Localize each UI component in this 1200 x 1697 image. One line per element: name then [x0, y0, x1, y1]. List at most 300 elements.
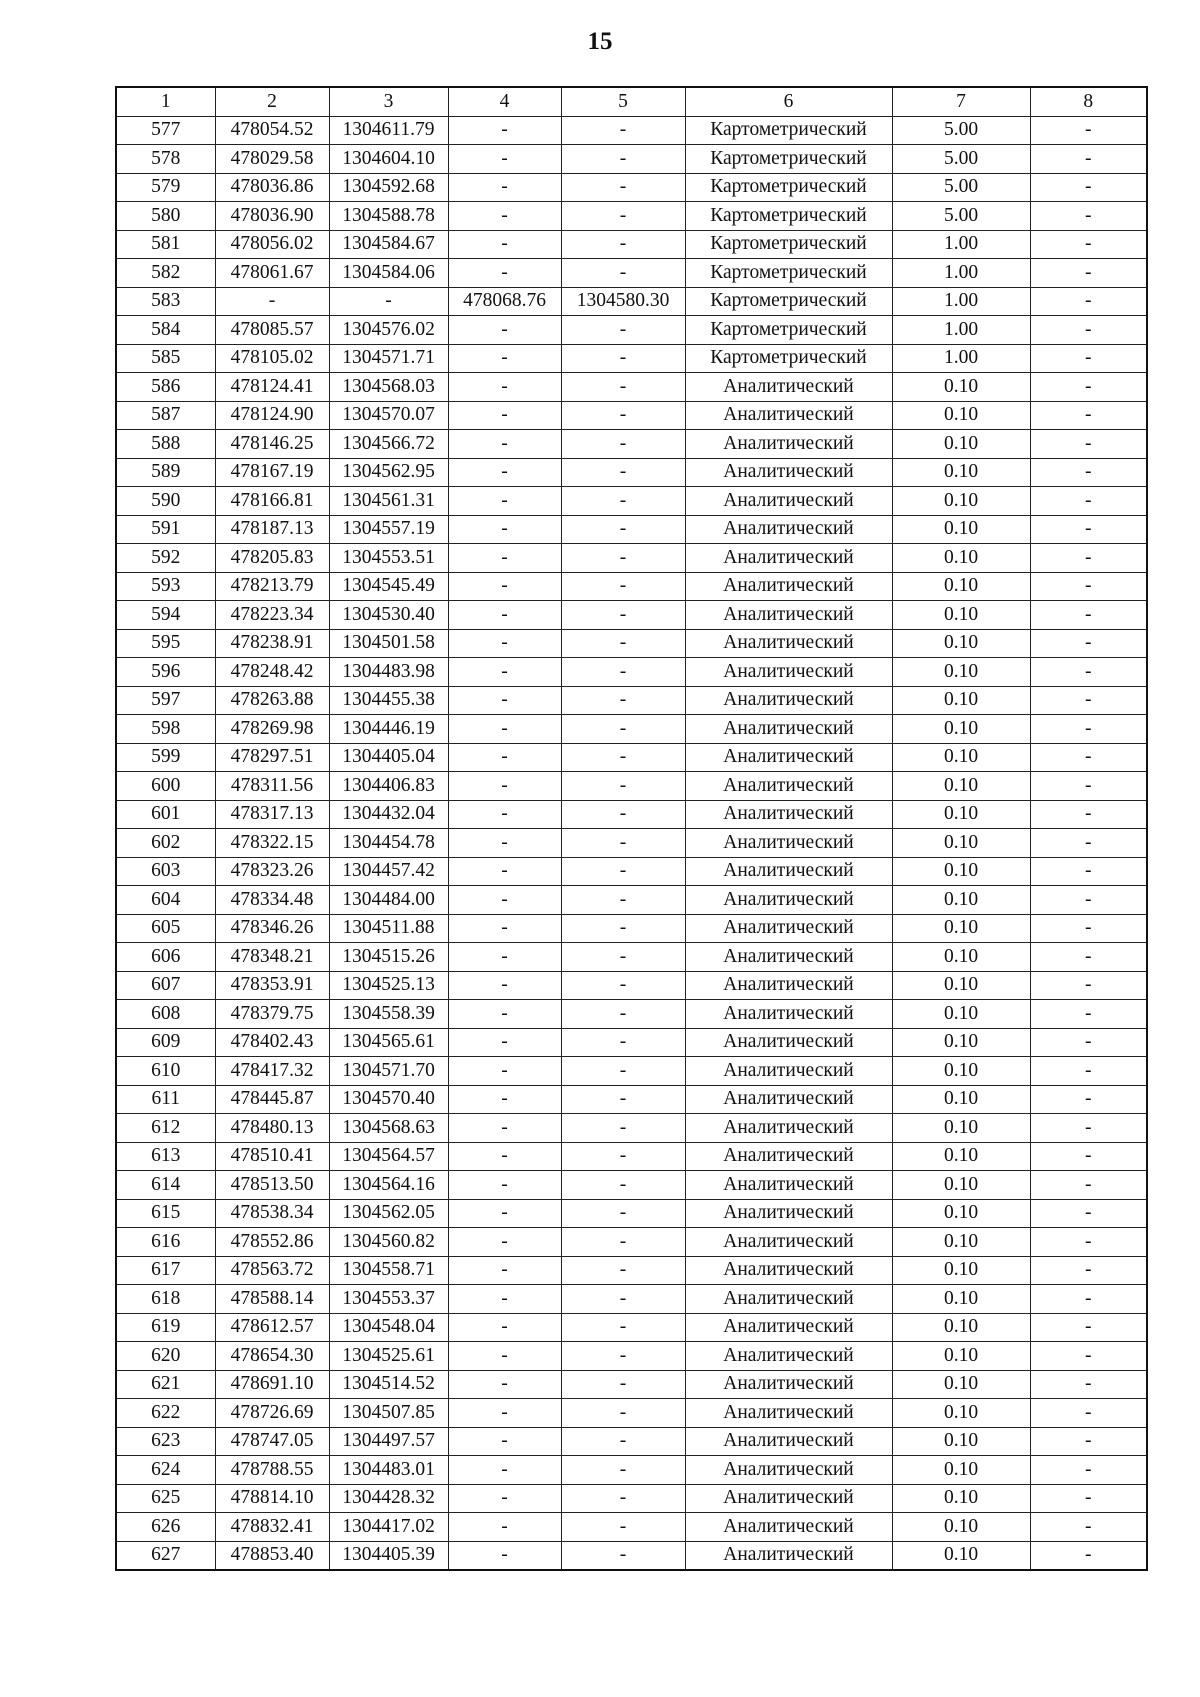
table-cell: -	[561, 116, 685, 145]
table-cell: 581	[116, 230, 215, 259]
table-cell: -	[1030, 1228, 1147, 1257]
table-cell: 1304566.72	[329, 430, 448, 459]
table-row	[116, 1057, 1147, 1086]
table-cell: -	[448, 1427, 561, 1456]
table-cell: -	[561, 1256, 685, 1285]
table-cell: -	[561, 1399, 685, 1428]
table-cell: Картометрический	[685, 116, 892, 145]
table-cell: Картометрический	[685, 287, 892, 316]
table-cell: -	[448, 1541, 561, 1570]
table-cell: -	[1030, 1313, 1147, 1342]
table-cell: 0.10	[892, 1028, 1030, 1057]
table-cell: 0.10	[892, 1142, 1030, 1171]
table-cell: 0.10	[892, 1484, 1030, 1513]
table-cell: -	[1030, 943, 1147, 972]
table-cell: 478588.14	[215, 1285, 329, 1314]
table-cell: -	[448, 173, 561, 202]
table-cell: 607	[116, 971, 215, 1000]
table-cell: -	[1030, 1456, 1147, 1485]
table-cell: 478832.41	[215, 1513, 329, 1542]
table-cell: 626	[116, 1513, 215, 1542]
table-cell: 478322.15	[215, 829, 329, 858]
table-cell: 614	[116, 1171, 215, 1200]
table-cell: -	[1030, 1142, 1147, 1171]
table-cell: 1304580.30	[561, 287, 685, 316]
table-cell: 1304576.02	[329, 316, 448, 345]
table-cell: 1.00	[892, 230, 1030, 259]
table-cell: 602	[116, 829, 215, 858]
table-cell: Аналитический	[685, 857, 892, 886]
table-cell: 478248.42	[215, 658, 329, 687]
table-row	[116, 1541, 1147, 1570]
table-cell: 603	[116, 857, 215, 886]
table-cell: 1304417.02	[329, 1513, 448, 1542]
table-cell: 0.10	[892, 1342, 1030, 1371]
table-cell: -	[561, 1085, 685, 1114]
table-cell: -	[561, 1228, 685, 1257]
table-cell: 478187.13	[215, 515, 329, 544]
table-row	[116, 1456, 1147, 1485]
table-cell: 1304511.88	[329, 914, 448, 943]
table-cell: 478538.34	[215, 1199, 329, 1228]
table-header-row	[116, 87, 1147, 116]
table-row	[116, 544, 1147, 573]
table-cell: 1304483.01	[329, 1456, 448, 1485]
table-row	[116, 1484, 1147, 1513]
table-cell: -	[561, 316, 685, 345]
table-cell: -	[561, 1171, 685, 1200]
table-cell: Аналитический	[685, 715, 892, 744]
table-cell: 0.10	[892, 515, 1030, 544]
table-row	[116, 1228, 1147, 1257]
table-cell: Аналитический	[685, 943, 892, 972]
table-cell: -	[448, 1370, 561, 1399]
table-cell: 1304548.04	[329, 1313, 448, 1342]
table-cell: -	[448, 1228, 561, 1257]
table-cell: 0.10	[892, 772, 1030, 801]
table-cell: Картометрический	[685, 202, 892, 231]
table-cell: Аналитический	[685, 1484, 892, 1513]
table-cell: 5.00	[892, 202, 1030, 231]
table-cell: Аналитический	[685, 1028, 892, 1057]
table-cell: -	[448, 344, 561, 373]
table-row	[116, 1142, 1147, 1171]
table-cell: 478056.02	[215, 230, 329, 259]
table-cell: -	[1030, 202, 1147, 231]
table-cell: 1304562.05	[329, 1199, 448, 1228]
table-cell: -	[448, 487, 561, 516]
table-cell: Аналитический	[685, 1171, 892, 1200]
table-cell: -	[1030, 230, 1147, 259]
column-header: 3	[329, 87, 448, 116]
table-cell: 478036.86	[215, 173, 329, 202]
table-cell: 0.10	[892, 743, 1030, 772]
table-row	[116, 1285, 1147, 1314]
table-cell: Аналитический	[685, 772, 892, 801]
table-cell: -	[1030, 1057, 1147, 1086]
table-cell: Аналитический	[685, 658, 892, 687]
table-cell: 1304406.83	[329, 772, 448, 801]
table-cell: 606	[116, 943, 215, 972]
table-cell: 1304457.42	[329, 857, 448, 886]
table-cell: 5.00	[892, 145, 1030, 174]
table-cell: 0.10	[892, 1000, 1030, 1029]
table-row	[116, 601, 1147, 630]
table-cell: Аналитический	[685, 743, 892, 772]
table-cell: 599	[116, 743, 215, 772]
table-cell: -	[448, 1114, 561, 1143]
table-cell: -	[561, 658, 685, 687]
table-cell: 1304584.06	[329, 259, 448, 288]
table-cell: 0.10	[892, 1427, 1030, 1456]
table-cell: 478061.67	[215, 259, 329, 288]
table-row	[116, 1171, 1147, 1200]
table-cell: 623	[116, 1427, 215, 1456]
table-cell: 618	[116, 1285, 215, 1314]
table-cell: -	[1030, 686, 1147, 715]
table-cell: -	[1030, 1427, 1147, 1456]
table-cell: -	[561, 1484, 685, 1513]
table-cell: 597	[116, 686, 215, 715]
table-cell: Аналитический	[685, 373, 892, 402]
table-row	[116, 1399, 1147, 1428]
table-cell: Аналитический	[685, 430, 892, 459]
table-cell: 0.10	[892, 857, 1030, 886]
table-cell: -	[561, 145, 685, 174]
table-cell: 1304455.38	[329, 686, 448, 715]
table-cell: 1304560.82	[329, 1228, 448, 1257]
table-cell: -	[561, 886, 685, 915]
table-cell: -	[1030, 173, 1147, 202]
table-cell: 1304432.04	[329, 800, 448, 829]
table-cell: 627	[116, 1541, 215, 1570]
table-cell: -	[448, 145, 561, 174]
table-cell: -	[561, 1513, 685, 1542]
table-cell: 1304405.39	[329, 1541, 448, 1570]
table-cell: -	[561, 1285, 685, 1314]
table-cell: 5.00	[892, 173, 1030, 202]
table-row	[116, 344, 1147, 373]
table-row	[116, 1028, 1147, 1057]
table-cell: -	[1030, 458, 1147, 487]
table-cell: -	[561, 1541, 685, 1570]
table-cell: -	[448, 914, 561, 943]
table-row	[116, 943, 1147, 972]
table-cell: -	[329, 287, 448, 316]
table-row	[116, 1199, 1147, 1228]
table-cell: -	[1030, 487, 1147, 516]
table-cell: 1.00	[892, 316, 1030, 345]
table-cell: -	[448, 800, 561, 829]
table-cell: 615	[116, 1199, 215, 1228]
table-cell: -	[561, 515, 685, 544]
table-cell: 478563.72	[215, 1256, 329, 1285]
table-cell: -	[561, 1199, 685, 1228]
table-cell: 601	[116, 800, 215, 829]
table-row	[116, 401, 1147, 430]
table-cell: Аналитический	[685, 1342, 892, 1371]
table-cell: -	[448, 1199, 561, 1228]
table-cell: Картометрический	[685, 173, 892, 202]
table-row	[116, 971, 1147, 1000]
table-cell: 1304565.61	[329, 1028, 448, 1057]
table-body	[116, 116, 1147, 1570]
table-cell: Аналитический	[685, 1228, 892, 1257]
table-cell: 478417.32	[215, 1057, 329, 1086]
table-cell: -	[1030, 1370, 1147, 1399]
table-cell: 1304558.71	[329, 1256, 448, 1285]
table-cell: Аналитический	[685, 914, 892, 943]
table-cell: -	[561, 971, 685, 1000]
column-header: 8	[1030, 87, 1147, 116]
table-cell: -	[1030, 629, 1147, 658]
table-cell: -	[561, 1114, 685, 1143]
table-cell: 608	[116, 1000, 215, 1029]
table-cell: 0.10	[892, 1313, 1030, 1342]
table-cell: 1304568.63	[329, 1114, 448, 1143]
table-cell: 1304545.49	[329, 572, 448, 601]
table-cell: 610	[116, 1057, 215, 1086]
table-cell: -	[1030, 1085, 1147, 1114]
table-cell: Аналитический	[685, 1370, 892, 1399]
table-cell: 478263.88	[215, 686, 329, 715]
table-cell: -	[561, 715, 685, 744]
table-cell: 1304570.07	[329, 401, 448, 430]
table-cell: 0.10	[892, 943, 1030, 972]
table-cell: 616	[116, 1228, 215, 1257]
table-cell: 580	[116, 202, 215, 231]
table-cell: 0.10	[892, 1057, 1030, 1086]
table-cell: Аналитический	[685, 572, 892, 601]
table-cell: -	[448, 401, 561, 430]
table-cell: 1304588.78	[329, 202, 448, 231]
table-cell: -	[561, 1313, 685, 1342]
table-cell: 0.10	[892, 1370, 1030, 1399]
table-cell: 595	[116, 629, 215, 658]
table-cell: 478513.50	[215, 1171, 329, 1200]
table-cell: 478853.40	[215, 1541, 329, 1570]
table-cell: 0.10	[892, 829, 1030, 858]
table-cell: 1304530.40	[329, 601, 448, 630]
page-number: 15	[587, 28, 613, 55]
table-cell: 478036.90	[215, 202, 329, 231]
table-cell: 0.10	[892, 373, 1030, 402]
table-cell: -	[561, 1142, 685, 1171]
table-cell: 0.10	[892, 1399, 1030, 1428]
table-cell: 1304592.68	[329, 173, 448, 202]
table-cell: -	[1030, 1256, 1147, 1285]
table-cell: Аналитический	[685, 1541, 892, 1570]
table-cell: -	[448, 1342, 561, 1371]
table-cell: 625	[116, 1484, 215, 1513]
table-cell: 1304497.57	[329, 1427, 448, 1456]
table-cell: -	[561, 829, 685, 858]
table-row	[116, 1256, 1147, 1285]
table-cell: 478691.10	[215, 1370, 329, 1399]
table-cell: 1304557.19	[329, 515, 448, 544]
table-cell: -	[1030, 715, 1147, 744]
table-cell: -	[1030, 1285, 1147, 1314]
table-cell: 478124.90	[215, 401, 329, 430]
table-cell: Аналитический	[685, 800, 892, 829]
table-cell: 612	[116, 1114, 215, 1143]
table-cell: -	[1030, 1541, 1147, 1570]
table-cell: 0.10	[892, 401, 1030, 430]
table-cell: 619	[116, 1313, 215, 1342]
table-cell: -	[448, 971, 561, 1000]
table-cell: 617	[116, 1256, 215, 1285]
table-cell: -	[561, 173, 685, 202]
table-cell: 1304483.98	[329, 658, 448, 687]
table-cell: 1304514.52	[329, 1370, 448, 1399]
table-cell: 609	[116, 1028, 215, 1057]
table-cell: -	[1030, 1000, 1147, 1029]
table-row	[116, 743, 1147, 772]
table-cell: 591	[116, 515, 215, 544]
table-cell: 478348.21	[215, 943, 329, 972]
table-cell: 621	[116, 1370, 215, 1399]
table-cell: -	[448, 373, 561, 402]
table-cell: -	[561, 857, 685, 886]
table-cell: 0.10	[892, 1114, 1030, 1143]
table-cell: Картометрический	[685, 344, 892, 373]
table-cell: 0.10	[892, 458, 1030, 487]
table-cell: -	[215, 287, 329, 316]
table-cell: -	[1030, 259, 1147, 288]
table-cell: 478814.10	[215, 1484, 329, 1513]
table-row	[116, 800, 1147, 829]
table-cell: 605	[116, 914, 215, 943]
table-cell: 1304454.78	[329, 829, 448, 858]
table-cell: 1304562.95	[329, 458, 448, 487]
table-cell: Аналитический	[685, 458, 892, 487]
table-cell: 583	[116, 287, 215, 316]
table-cell: -	[1030, 1199, 1147, 1228]
table-cell: -	[1030, 145, 1147, 174]
table-cell: -	[1030, 800, 1147, 829]
table-cell: Картометрический	[685, 230, 892, 259]
table-cell: 1304428.32	[329, 1484, 448, 1513]
table-cell: -	[1030, 1342, 1147, 1371]
table-cell: -	[1030, 914, 1147, 943]
table-cell: 578	[116, 145, 215, 174]
table-cell: 478029.58	[215, 145, 329, 174]
column-header: 5	[561, 87, 685, 116]
table-cell: -	[1030, 316, 1147, 345]
table-cell: 0.10	[892, 658, 1030, 687]
column-header: 6	[685, 87, 892, 116]
table-cell: -	[561, 1000, 685, 1029]
table-cell: -	[448, 943, 561, 972]
table-cell: 478480.13	[215, 1114, 329, 1143]
table-row	[116, 316, 1147, 345]
table-row	[116, 1427, 1147, 1456]
table-cell: 1304553.37	[329, 1285, 448, 1314]
table-cell: -	[561, 202, 685, 231]
table-row	[116, 1114, 1147, 1143]
table-row	[116, 715, 1147, 744]
table-cell: -	[1030, 1484, 1147, 1513]
table-cell: -	[1030, 544, 1147, 573]
table-cell: 1304553.51	[329, 544, 448, 573]
table-cell: -	[448, 544, 561, 573]
table-cell: 1.00	[892, 259, 1030, 288]
table-cell: -	[561, 686, 685, 715]
table-cell: 478379.75	[215, 1000, 329, 1029]
table-cell: 0.10	[892, 1456, 1030, 1485]
table-cell: -	[1030, 829, 1147, 858]
table-cell: 1304564.16	[329, 1171, 448, 1200]
table-cell: -	[1030, 373, 1147, 402]
table-cell: -	[1030, 572, 1147, 601]
table-cell: 1304446.19	[329, 715, 448, 744]
table-row	[116, 1000, 1147, 1029]
table-cell: 1304484.00	[329, 886, 448, 915]
table-cell: 478146.25	[215, 430, 329, 459]
table-cell: 1304561.31	[329, 487, 448, 516]
table-cell: -	[1030, 601, 1147, 630]
table-cell: Аналитический	[685, 515, 892, 544]
table-cell: -	[448, 458, 561, 487]
table-cell: 1304525.13	[329, 971, 448, 1000]
table-cell: 1304405.04	[329, 743, 448, 772]
table-cell: -	[561, 629, 685, 658]
table-cell: -	[448, 1256, 561, 1285]
table-cell: -	[561, 1427, 685, 1456]
table-cell: Аналитический	[685, 1285, 892, 1314]
table-cell: 0.10	[892, 971, 1030, 1000]
table-row	[116, 886, 1147, 915]
table-cell: 478552.86	[215, 1228, 329, 1257]
table-cell: Аналитический	[685, 686, 892, 715]
table-cell: -	[448, 886, 561, 915]
table-cell: 613	[116, 1142, 215, 1171]
table-cell: 478124.41	[215, 373, 329, 402]
table-cell: 1304525.61	[329, 1342, 448, 1371]
table-cell: 478747.05	[215, 1427, 329, 1456]
table-cell: 1304558.39	[329, 1000, 448, 1029]
table-cell: 0.10	[892, 1541, 1030, 1570]
table-row	[116, 629, 1147, 658]
table-cell: 1304501.58	[329, 629, 448, 658]
table-cell: 586	[116, 373, 215, 402]
table-cell: 478510.41	[215, 1142, 329, 1171]
table-cell: 0.10	[892, 1199, 1030, 1228]
table-cell: Аналитический	[685, 1427, 892, 1456]
table-cell: 478085.57	[215, 316, 329, 345]
table-cell: 478726.69	[215, 1399, 329, 1428]
table-cell: 478402.43	[215, 1028, 329, 1057]
table-cell: -	[1030, 1513, 1147, 1542]
table-cell: -	[448, 1484, 561, 1513]
table-cell: 0.10	[892, 572, 1030, 601]
table-cell: -	[1030, 857, 1147, 886]
column-header: 4	[448, 87, 561, 116]
table-row	[116, 287, 1147, 316]
table-cell: -	[448, 1285, 561, 1314]
table-cell: 478311.56	[215, 772, 329, 801]
table-cell: 478334.48	[215, 886, 329, 915]
table-row	[116, 572, 1147, 601]
table-cell: Картометрический	[685, 259, 892, 288]
table-cell: 600	[116, 772, 215, 801]
table-cell: 1304564.57	[329, 1142, 448, 1171]
column-header: 2	[215, 87, 329, 116]
table-cell: -	[448, 259, 561, 288]
table-cell: -	[448, 1085, 561, 1114]
table-cell: 620	[116, 1342, 215, 1371]
table-cell: 0.10	[892, 686, 1030, 715]
